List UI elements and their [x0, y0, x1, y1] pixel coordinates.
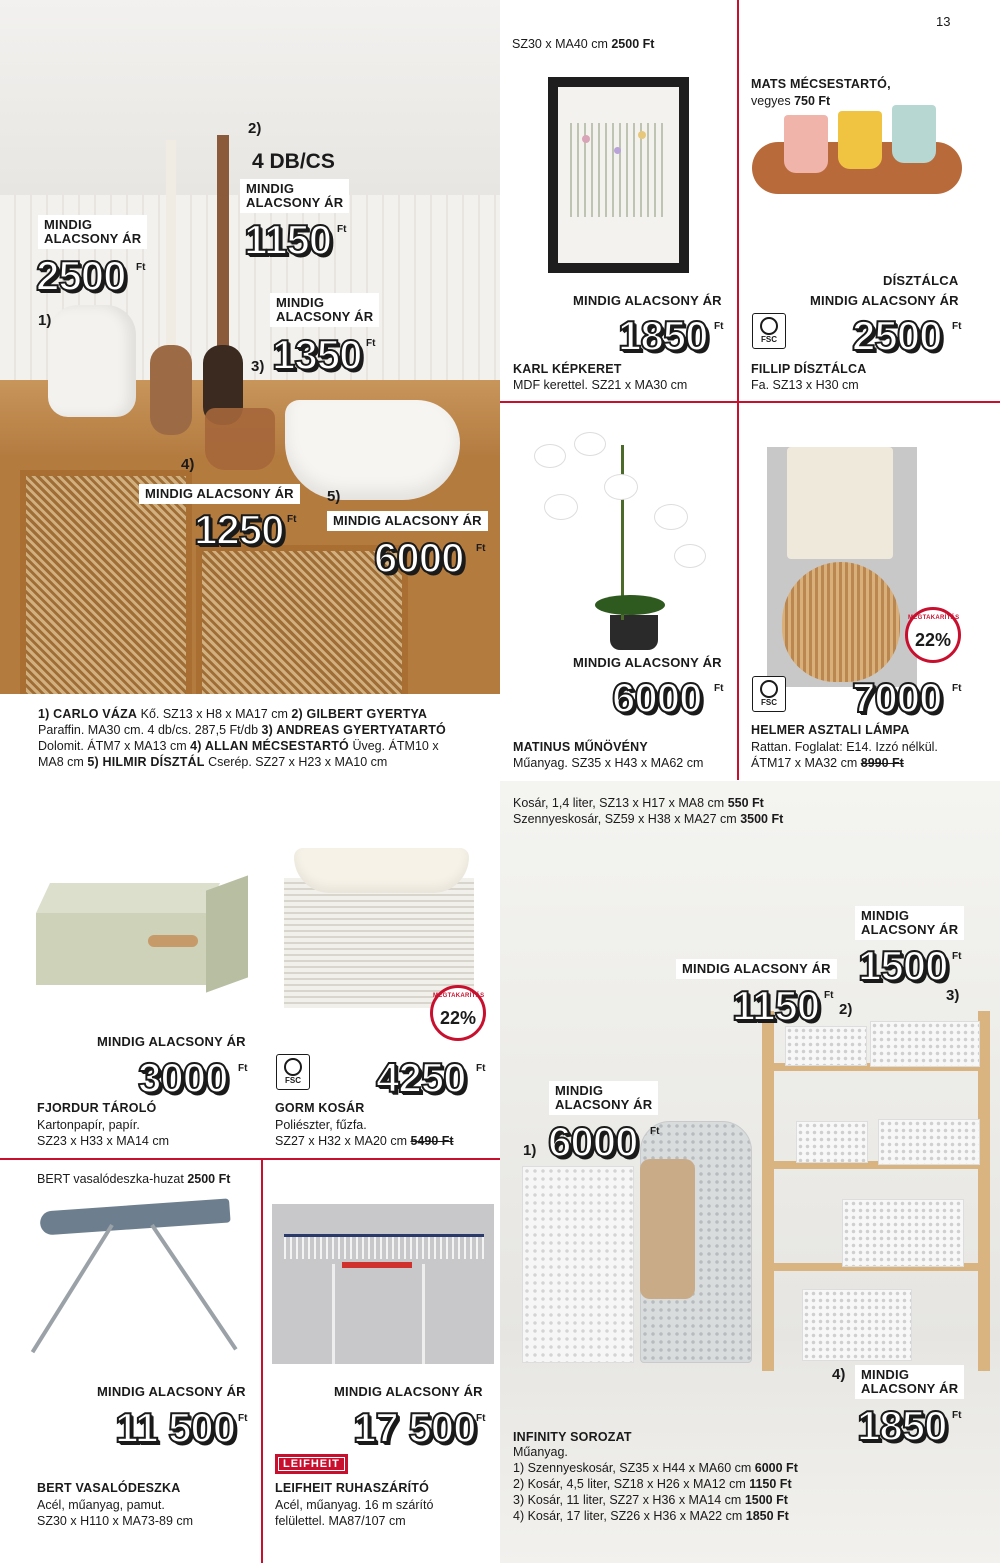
- leifheit-dryer-image: [272, 1204, 494, 1364]
- item-number-inf2: 2): [839, 1001, 853, 1018]
- ft-label: Ft: [714, 683, 724, 694]
- price-fillip: 2500: [852, 312, 942, 359]
- item-number-1: 1): [38, 312, 52, 329]
- ft-label: Ft: [476, 1063, 486, 1074]
- mindig-label-fillip: MINDIG ALACSONY ÁR: [810, 293, 959, 308]
- infinity-top-lines: Kosár, 1,4 liter, SZ13 x H17 x MA8 cm 550 Ft Szennyeskosár, SZ59 x H38 x MA27 cm 3500 Ft: [513, 796, 784, 826]
- discount-badge: MEGTAKARÍTÁS 22%: [905, 607, 961, 663]
- ft-label: Ft: [238, 1063, 248, 1074]
- gorm-name: GORM KOSÁR: [275, 1101, 365, 1115]
- ft-label: Ft: [952, 683, 962, 694]
- infinity-info: [513, 1430, 798, 1524]
- infinity-name: INFINITY SOROZAT: [513, 1430, 632, 1444]
- price-infinity-1: 6000: [548, 1118, 638, 1165]
- leifheit-name: LEIFHEIT RUHASZÁRÍTÓ: [275, 1481, 429, 1495]
- item-number-inf1: 1): [523, 1142, 537, 1159]
- fillip-desc: Fa. SZ13 x H30 cm: [751, 378, 859, 392]
- bert-name: BERT VASALÓDESZKA: [37, 1481, 181, 1495]
- price-leifheit: 17 500: [353, 1404, 476, 1451]
- price-allan: 1250: [194, 506, 284, 553]
- qty-label: 4 DB/CS: [252, 150, 335, 173]
- page-number: 13: [936, 14, 951, 29]
- price-matinus: 6000: [612, 674, 702, 721]
- price-carlo: 2500: [36, 252, 126, 299]
- hero-description: 1) CARLO VÁZA Kő. SZ13 x H8 x MA17 cm 2) GILBERT GYERTYA Paraffin. MA30 cm. 4 db/cs. 287,5 Ft/db 3) ANDREAS GYERTYATARTÓ Dolomit. ÁTM7 x MA13 cm 4) ALLAN MÉCSESTARTÓ Üveg. ÁTM10 x MA8 cm 5) HILMIR DÍSZTÁL Cserép. SZ27 x H23 x MA10 cm: [38, 707, 446, 769]
- fjordur-box-image: [36, 875, 248, 985]
- ft-label: Ft: [650, 1126, 660, 1137]
- ft-label: Ft: [714, 321, 724, 332]
- item-number-3: 3): [251, 358, 265, 375]
- ft-label: Ft: [476, 1413, 486, 1424]
- item-number-2: 2): [248, 120, 262, 137]
- ft-label: Ft: [824, 990, 834, 1001]
- mats-variant: vegyes 750 Ft: [751, 94, 831, 108]
- karl-variant: SZ30 x MA40 cm 2500 Ft: [512, 37, 655, 51]
- bert-variant: BERT vasalódeszka-huzat 2500 Ft: [37, 1172, 231, 1186]
- divider: [0, 1158, 500, 1160]
- mindig-label-inf2: MINDIG ALACSONY ÁR: [676, 959, 837, 979]
- mindig-label-2: MINDIG ALACSONY ÁR: [240, 179, 349, 213]
- divider: [261, 1159, 263, 1563]
- fillip-tray-image: [752, 100, 964, 200]
- leifheit-logo: LEIFHEIT: [275, 1454, 348, 1474]
- mindig-label-3: MINDIG ALACSONY ÁR: [270, 293, 379, 327]
- divider: [500, 401, 1000, 403]
- mindig-label-karl: MINDIG ALACSONY ÁR: [573, 293, 722, 308]
- mindig-label-leifheit: MINDIG ALACSONY ÁR: [334, 1384, 483, 1399]
- fjordur-desc: Kartonpapír, papír. SZ23 x H33 x MA14 cm: [37, 1118, 169, 1148]
- helmer-name: HELMER ASZTALI LÁMPA: [751, 723, 910, 737]
- price-fjordur: 3000: [138, 1054, 228, 1101]
- fsc-logo: FSC: [276, 1054, 310, 1090]
- item-number-inf3: 3): [946, 987, 960, 1004]
- ft-label: Ft: [238, 1413, 248, 1424]
- ft-label: Ft: [337, 224, 347, 235]
- fjordur-name: FJORDUR TÁROLÓ: [37, 1101, 157, 1115]
- mats-name: MATS MÉCSESTARTÓ,: [751, 77, 891, 91]
- bert-desc: Acél, műanyag, pamut. SZ30 x H110 x MA73-89 cm: [37, 1498, 194, 1528]
- divider: [737, 402, 739, 780]
- ft-label: Ft: [366, 338, 376, 349]
- karl-name: KARL KÉPKERET: [513, 362, 622, 376]
- price-infinity-4: 1850: [857, 1402, 947, 1449]
- price-gorm: 4250: [376, 1054, 466, 1101]
- mindig-label-fjordur: MINDIG ALACSONY ÁR: [97, 1034, 246, 1049]
- mindig-label-inf3: MINDIG ALACSONY ÁR: [855, 906, 964, 940]
- price-infinity-2: 1150: [732, 982, 820, 1029]
- price-hilmir: 6000: [374, 534, 464, 581]
- mindig-label-inf1: MINDIG ALACSONY ÁR: [549, 1081, 658, 1115]
- fsc-logo: FSC: [752, 676, 786, 712]
- mindig-label-bert: MINDIG ALACSONY ÁR: [97, 1384, 246, 1399]
- ft-label: Ft: [952, 1410, 962, 1421]
- divider: [737, 0, 739, 402]
- karl-frame-image: [548, 77, 689, 273]
- mindig-label-5: MINDIG ALACSONY ÁR: [327, 511, 488, 531]
- ft-label: Ft: [952, 321, 962, 332]
- mindig-label-1: MINDIG ALACSONY ÁR: [38, 215, 147, 249]
- karl-desc: MDF kerettel. SZ21 x MA30 cm: [513, 378, 688, 392]
- discount-badge: MEGTAKARÍTÁS 22%: [430, 985, 486, 1041]
- hero-photo: [0, 0, 500, 694]
- gorm-basket-image: [274, 848, 479, 1008]
- price-bert: 11 500: [115, 1404, 236, 1451]
- infinity-desc: Műanyag. 1) Szennyeskosár, SZ35 x H44 x MA60 cm 6000 Ft 2) Kosár, 4,5 liter, SZ18 x H26 x MA12 cm 1150 Ft 3) Kosár, 11 liter, SZ27 x H36 x MA14 cm 1500 Ft 4) Kosár, 17 liter, SZ26 x H36 x MA22 cm 1850 Ft: [513, 1445, 798, 1523]
- ft-label: Ft: [952, 951, 962, 962]
- item-number-inf4: 4): [832, 1366, 846, 1383]
- helmer-lamp-image: [767, 447, 917, 687]
- matinus-desc: Műanyag. SZ35 x H43 x MA62 cm: [513, 756, 704, 770]
- price-andreas: 1350: [272, 331, 362, 378]
- ft-label: Ft: [136, 262, 146, 273]
- leifheit-desc: Acél, műanyag. 16 m szárító felülettel. MA87/107 cm: [275, 1498, 434, 1528]
- fillip-tag: DÍSZTÁLCA: [883, 273, 959, 288]
- price-gilbert: 1150: [244, 216, 332, 263]
- matinus-name: MATINUS MŰNÖVÉNY: [513, 740, 648, 754]
- item-number-5: 5): [327, 488, 341, 505]
- price-helmer: 7000: [852, 674, 942, 721]
- item-number-4: 4): [181, 456, 195, 473]
- bert-ironing-board-image: [40, 1195, 245, 1380]
- matinus-plant-image: [525, 425, 720, 650]
- ft-label: Ft: [476, 543, 486, 554]
- price-infinity-3: 1500: [858, 942, 948, 989]
- price-karl: 1850: [618, 312, 708, 359]
- fsc-logo: FSC: [752, 313, 786, 349]
- mindig-label-inf4: MINDIG ALACSONY ÁR: [855, 1365, 964, 1399]
- fillip-name: FILLIP DÍSZTÁLCA: [751, 362, 867, 376]
- mindig-label-4: MINDIG ALACSONY ÁR: [139, 484, 300, 504]
- gorm-desc: Poliészter, fűzfa. SZ27 x H32 x MA20 cm 5490 Ft: [275, 1118, 454, 1148]
- mindig-label-matinus: MINDIG ALACSONY ÁR: [573, 655, 722, 670]
- ft-label: Ft: [287, 514, 297, 525]
- helmer-desc: Rattan. Foglalat: E14. Izzó nélkül. ÁTM17 x MA32 cm 8990 Ft: [751, 740, 938, 770]
